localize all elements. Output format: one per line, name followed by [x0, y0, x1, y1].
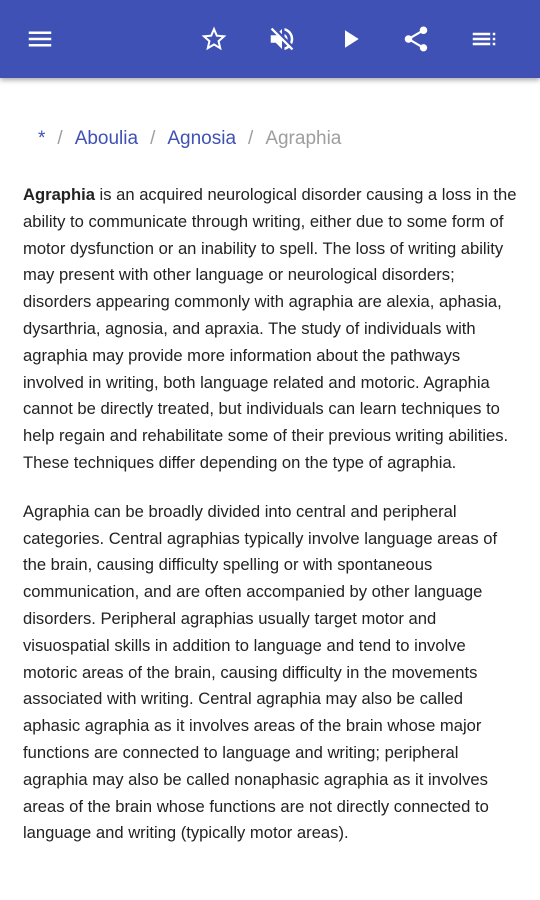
- mute-button[interactable]: [262, 19, 302, 59]
- article-paragraph: Agraphia can be broadly divided into central and peripheral categories. Central agraphias typically involve language areas of the brain, causing difficulty spelling or with spontaneous communication, and are often accompanied by other language disorders. Peripheral agraphias usually target motor and visuospatial skills in addition to language and tend to involve motoric areas of the brain, causing difficulty in the movements associated with writing. Central agraphia may also be called aphasic agraphia as it involves areas of the brain whose major functions are connected to language and writing; peripheral agraphia may also be called nonaphasic agraphia as it involves areas of the brain whose functions are not directly connected to language and writing (typically motor areas).: [23, 501, 498, 843]
- breadcrumb: [38, 128, 341, 150]
- play-button[interactable]: [330, 19, 370, 59]
- share-icon: [401, 24, 431, 54]
- article-paragraph: [23, 182, 523, 477]
- menu-icon: [25, 24, 55, 54]
- app-toolbar: [0, 0, 540, 78]
- contents-button[interactable]: [464, 19, 504, 59]
- star-icon: [199, 24, 229, 54]
- favorite-button[interactable]: [194, 19, 234, 59]
- volume-off-icon: [267, 24, 297, 54]
- article-title-term: Agraphia: [23, 185, 95, 204]
- article-body: [23, 182, 523, 869]
- article-paragraph-text: is an acquired neurological disorder causing a loss in the ability to communicate through writing, either due to some form of motor dysfunction or an inability to spell. The loss of writing ability may present with other language or neurological disorders; disorders appearing commonly with agraphia are alexia, aphasia, dysarthria, agnosia, and apraxia. The study of individuals with agraphia may provide more information about the pathways involved in writing, both language related and motoric. Agraphia cannot be directly treated, but individuals can learn techniques to help regain and rehabilitate some of their previous writing abilities. These techniques differ depending on the type of agraphia.: [23, 185, 517, 472]
- menu-button[interactable]: [20, 19, 60, 59]
- breadcrumb-item-agnosia[interactable]: Agnosia: [167, 128, 237, 149]
- breadcrumb-separator: /: [248, 128, 254, 149]
- breadcrumb-separator: /: [57, 128, 63, 149]
- table-of-contents-icon: [469, 24, 499, 54]
- breadcrumb-home[interactable]: *: [38, 128, 46, 149]
- share-button[interactable]: [396, 19, 436, 59]
- breadcrumb-separator: /: [150, 128, 156, 149]
- breadcrumb-item-aboulia[interactable]: Aboulia: [74, 128, 139, 149]
- breadcrumb-current: Agraphia: [265, 128, 342, 149]
- play-icon: [335, 24, 365, 54]
